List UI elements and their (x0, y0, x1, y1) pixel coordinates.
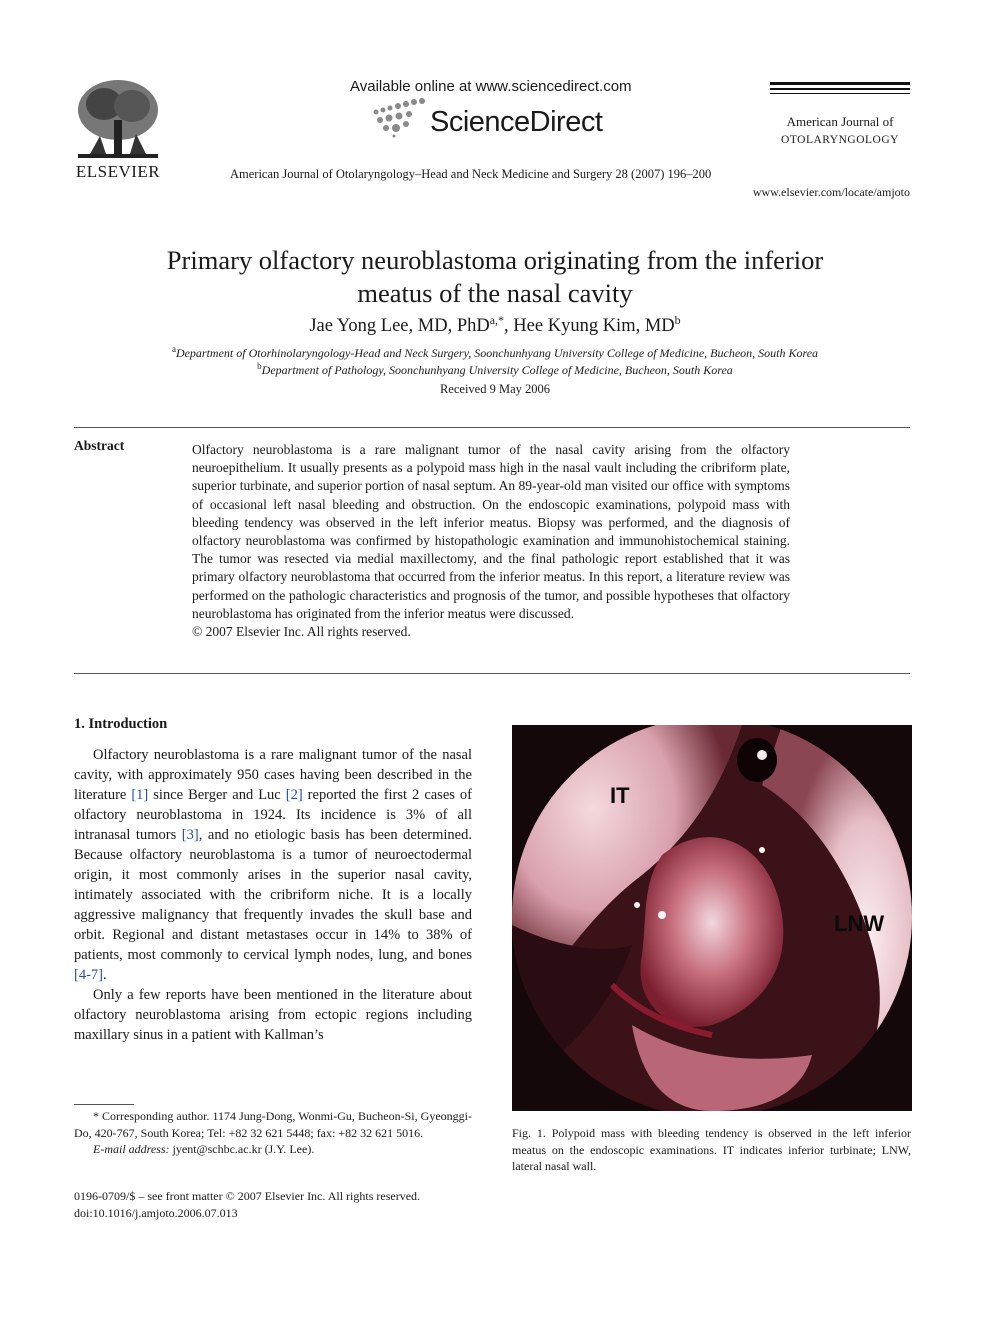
reference-link-1[interactable]: [1] (131, 787, 149, 803)
journal-url-link[interactable]: www.elsevier.com/locate/amjoto (752, 185, 910, 199)
sciencedirect-wordmark: ScienceDirect (430, 106, 603, 138)
front-matter-info (74, 1188, 420, 1221)
footnote-rule (74, 1104, 134, 1105)
journal-citation: American Journal of Otolaryngology–Head and Neck Medicine and Surgery 28 (2007) 196–200 (230, 167, 712, 181)
introduction-heading: 1. Introduction (74, 716, 168, 732)
email-value[interactable]: jyent@schbc.ac.kr (J.Y. Lee). (169, 1142, 315, 1156)
figure-caption: Fig. 1. Polypoid mass with bleeding tendency is observed in the left inferior meatus on the endoscopic examinations. IT indicates inferior turbinate; LNW, lateral nasal wall. (512, 1126, 911, 1173)
author-2-marks[interactable]: b (674, 312, 681, 327)
abstract-label: Abstract (74, 438, 125, 453)
footnote (74, 1108, 472, 1158)
abstract-copyright: © 2007 Elsevier Inc. All rights reserved. (192, 624, 411, 640)
author-separator: , (504, 316, 514, 336)
author-2[interactable]: Hee Kyung Kim, MD (513, 316, 675, 336)
reference-link-4-7[interactable]: [4-7] (74, 967, 103, 983)
affiliation-a-text: Department of Otorhinolaryngology-Head and Neck Surgery, Soonchunhyang University College of Medicine, Bucheon, South Korea (175, 346, 819, 360)
article-title-line2: meatus of the nasal cavity (357, 278, 633, 308)
reference-link-3[interactable]: [3] (181, 827, 199, 843)
email-note (74, 1141, 472, 1158)
author-list (70, 312, 920, 337)
elsevier-wordmark: ELSEVIER (75, 162, 161, 181)
article-title-line1: Primary olfactory neuroblastoma originating from the inferior (166, 245, 824, 275)
figure-label-it: IT (610, 783, 630, 808)
available-online-text[interactable]: Available online at www.sciencedirect.com (350, 78, 632, 95)
issn-line: 0196-0709/$ – see front matter © 2007 Elsevier Inc. All rights reserved. (74, 1189, 421, 1203)
abstract-top-rule (74, 427, 910, 428)
affiliation-b-text: Department of Pathology, Soonchunhyang University College of Medicine, Bucheon, South Korea (261, 363, 733, 377)
journal-logo-line2: OTOLARYNGOLOGY (781, 134, 899, 146)
journal-logo-rules (770, 82, 910, 97)
journal-logo-line1: American Journal of (786, 114, 894, 129)
introduction-paragraph-2: Only a few reports have been mentioned in the literature about olfactory neuroblastoma arising from ectopic regions including maxillary sinus in a patient with Kallman’s (74, 987, 472, 1043)
email-label: E-mail address: (93, 1142, 170, 1156)
abstract-body (192, 441, 790, 641)
introduction-paragraph-1: Olfactory neuroblastoma is a rare malignant tumor of the nasal cavity, with approximately 950 cases having been described in the literature [1] since Berger and Luc [2] reported the first 2 cases of olfactory neuroblastoma in 1924. Its incidence is 3% of all intranasal tumors [3], and no etiologic basis has been determined. Because olfactory neuroblastoma is a tumor of neuroectodermal origin, it most commonly arises in the superior nasal cavity, intimately associated with the cribriform niche. It is a locally aggressive malignancy that frequently invades the skull base and orbit. Regional and distant metastases occur in 14% to 38% of patients, most commonly to cervical lymph nodes, lung, and bones [4-7]. (74, 747, 472, 983)
introduction-body (74, 745, 472, 1045)
reference-link-2[interactable]: [2] (285, 787, 303, 803)
figure-label-lnw: LNW (834, 911, 885, 936)
affiliation-b (70, 363, 920, 378)
author-1-marks[interactable]: a,* (489, 312, 505, 327)
abstract-bottom-rule (74, 673, 910, 674)
affiliation-b-mark: b (257, 361, 262, 371)
sciencedirect-dots-icon (372, 98, 432, 138)
article-title (70, 244, 920, 310)
endoscopic-figure (512, 725, 912, 1111)
affiliation-a (70, 346, 920, 361)
journal-logo (770, 112, 910, 150)
doi-line[interactable]: doi:10.1016/j.amjoto.2006.07.013 (74, 1205, 238, 1220)
author-1[interactable]: Jae Yong Lee, MD, PhD (309, 316, 490, 336)
affiliation-a-mark: a (171, 344, 176, 354)
abstract-text: Olfactory neuroblastoma is a rare malignant tumor of the nasal cavity arising from the olfactory neuroepithelium. It usually presents as a polypoid mass high in the nasal vault including the cribriform plate, superior turbinate, and superior portion of nasal septum. An 89-year-old man visited our office with symptoms of occasional left nasal bleeding and obstruction. On the endoscopic examinations, polypoid mass with bleeding tendency was observed in the left inferior meatus. Biopsy was performed, and the diagnosis of olfactory neuroblastoma was confirmed by histopathologic examination and immunohistochemical staining. The tumor was resected via medial maxillectomy, and the final pathologic report established that it was primary olfactory neuroblastoma that occurred from the inferior meatus. In this report, a literature review was performed on the pathologic characteristics and prognosis of the tumor, and possible hypotheses that olfactory neuroblastoma has originated from the inferior meatus were discussed. (192, 442, 790, 621)
received-date: Received 9 May 2006 (439, 382, 551, 396)
corresponding-author-note: * Corresponding author. 1174 Jung-Dong, Wonmi-Gu, Bucheon-Si, Gyeonggi-Do, 420-767, South Korea; Tel: +82 32 621 5448; fax: +82 32 621 5016. (74, 1109, 472, 1140)
